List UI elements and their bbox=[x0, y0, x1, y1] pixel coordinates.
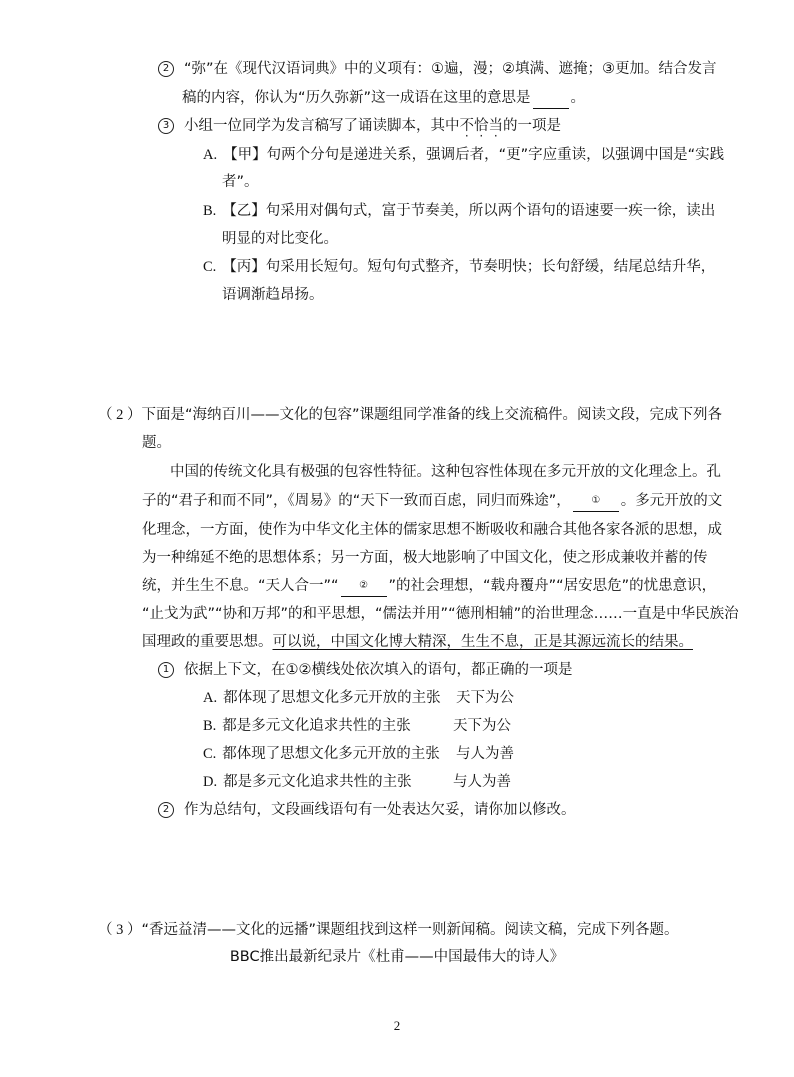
q1-sub2-line2: 稿的内容，你认为“历久弥新”这一成语在这里的意思是 。 bbox=[182, 88, 585, 109]
q1-sub3-option-a-line1: A. 【甲】句两个分句是递进关系，强调后者，“更”字应重读，以强调中国是“实践 bbox=[203, 147, 725, 163]
question-number: （ 2 ） bbox=[98, 407, 142, 423]
passage-line1: 中国的传统文化具有极强的包容性特征。这种包容性体现在多元开放的文化理念上。孔 bbox=[170, 464, 721, 480]
q2-intro-line1: （ 2 ）下面是“海纳百川——文化的包容”课题组同学准备的线上交流稿件。阅读文段，完成下列各 bbox=[98, 407, 723, 423]
circled-number-1: 1 bbox=[158, 662, 174, 678]
q2-option-c[interactable]: C. 都体现了思想文化多元开放的主张 与人为善 bbox=[203, 746, 514, 762]
news-headline: BBC推出最新纪录片《杜甫——中国最伟大的诗人》 bbox=[229, 949, 565, 965]
q2-option-a[interactable]: A. 都体现了思想文化多元开放的主张 天下为公 bbox=[203, 690, 514, 706]
q3-intro: （ 3 ）“香远益清——文化的远播”课题组找到这样一则新闻稿。阅读文稿，完成下列各题。 bbox=[98, 922, 679, 938]
passage-line3: 化理念，一方面，使作为中华文化主体的儒家思想不断吸收和融合其他各家各派的思想，成 bbox=[142, 522, 722, 538]
passage-line6: “止戈为武”“协和万邦”的和平思想，“儒法并用”“德刑相辅”的治世理念……一直是中华民族治 bbox=[142, 606, 739, 622]
q1-sub3-option-c-line2: 语调渐趋昂扬。 bbox=[222, 287, 324, 303]
q1-sub3-stem: 3 小组一位同学为发言稿写了诵读脚本，其中不恰当的一项是 bbox=[158, 116, 561, 136]
passage-line2: 子的“君子和而不同”，《周易》的“天下一致而百虑，同归而殊途”， ① 。多元开放的文 bbox=[142, 491, 722, 512]
q1-sub3-option-b-line1: B. 【乙】句采用对偶句式，富于节奏美，所以两个语句的语速要一疾一徐，读出 bbox=[203, 203, 716, 219]
underlined-sentence: 可以说，中国文化博大精深，生生不息，正是其源远流长的结果。 bbox=[272, 634, 693, 650]
q1-sub3-option-a-line2: 者”。 bbox=[222, 174, 259, 190]
answer-blank[interactable] bbox=[533, 88, 569, 109]
passage-line7: 国理政的重要思想。可以说，中国文化博大精深，生生不息，正是其源远流长的结果。 bbox=[142, 634, 693, 650]
q2-option-b[interactable]: B. 都是多元文化追求共性的主张 天下为公 bbox=[203, 718, 511, 734]
circled-number-3: 3 bbox=[158, 118, 174, 134]
passage-line4: 为一种绵延不绝的思想体系；另一方面，极大地影响了中国文化，使之形成兼收并蓄的传 bbox=[142, 550, 708, 566]
question-number: （ 3 ） bbox=[98, 922, 142, 938]
q2-sub1-stem: 1 依据上下文，在①②横线处依次填入的语句，都正确的一项是 bbox=[158, 660, 573, 680]
circled-number-2: 2 bbox=[158, 61, 174, 77]
q2-intro-line2: 题。 bbox=[142, 435, 171, 451]
q2-sub2-stem: 2 作为总结句，文段画线语句有一处表达欠妥，请你加以修改。 bbox=[158, 800, 576, 820]
q1-sub2-line1: 2 “弥”在《现代汉语词典》中的义项有：①遍，漫；②填满、遮掩；③更加。结合发言 bbox=[158, 59, 717, 79]
q1-sub3-option-c-line1: C. 【丙】句采用长短句。短句句式整齐，节奏明快；长句舒缓，结尾总结升华， bbox=[203, 259, 716, 275]
q2-option-d[interactable]: D. 都是多元文化追求共性的主张 与人为善 bbox=[203, 774, 511, 790]
blank-2[interactable]: ② bbox=[341, 576, 387, 597]
blank-1[interactable]: ① bbox=[573, 491, 619, 512]
circled-number-2: 2 bbox=[158, 802, 174, 818]
passage-line5: 统，并生生不息。“天人合一”“ ② ”的社会理想，“载舟覆舟”“居安思危”的忧患意识， bbox=[142, 576, 716, 597]
page-number: 2 bbox=[393, 1018, 401, 1033]
q1-sub3-option-b-line2: 明显的对比变化。 bbox=[222, 231, 338, 247]
